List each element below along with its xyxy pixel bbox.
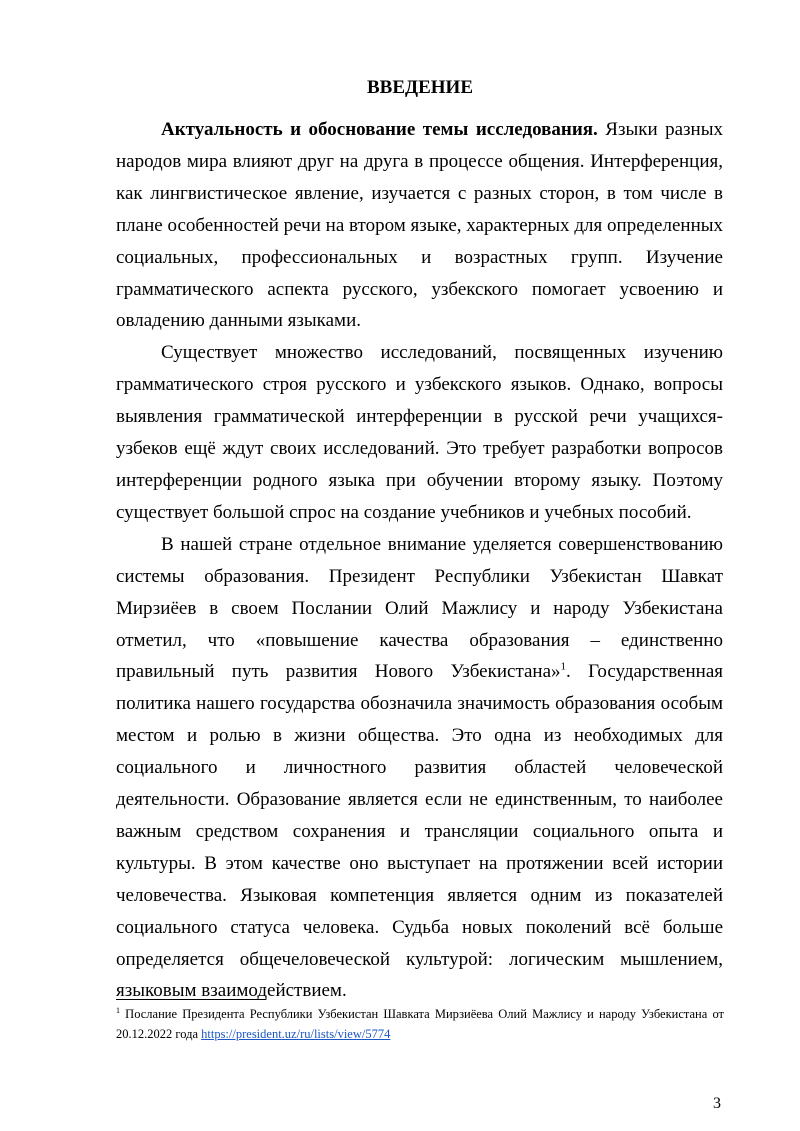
paragraph-education [116,529,723,1008]
footnote-mark: 1 [116,1005,120,1015]
paragraph-text-after-ref: . Государственная политика нашего государства обозначила значимость образования особым местом и ролью в жизни общества. Это одна из необходимых для социального и личностного развития областей человеческой деятельности. Образование является если не единственным, то наиболее важным средством сохранения и трансляции социального опыта и культуры. В этом качестве оно выступает на протяжении всей истории человечества. Языковая компетенция является одним из показателей социального статуса человека. Судьба новых поколений всё больше определяется общечеловеческой культурой: логическим мышлением, языковым взаимодействием. [116,661,723,1002]
paragraph-relevance [116,114,723,337]
section-heading: ВВЕДЕНИЕ [367,77,473,98]
footnote-link[interactable]: https://president.uz/ru/lists/view/5774 [201,1027,391,1041]
footnote-text: Послание Президента Республики Узбекистан Шавката Мирзиёева Олий Мажлису и народу Узбекистана от 20.12.2022 года [116,1007,724,1041]
footnote-separator [116,999,266,1000]
body-text [116,114,723,1007]
paragraph-text-before-ref: В нашей стране отдельное внимание уделяется совершенствованию системы образования. Президент Республики Узбекистан Шавкат Мирзиёев в своем Послании Олий Мажлису и народу Узбекистана отметил, что «повышение качества образования – единственно правильный путь развития Нового Узбекистана» [116,533,723,683]
paragraph-text: Языки разных народов мира влияют друг на друга в процессе общения. Интерференция, как лингвистическое явление, изучается с разных сторон, в том числе в плане особенностей речи на втором языке, характерных для определенных социальных, профессиональных и возрастных групп. Изучение грамматического аспекта русского, узбекского помогает усвоению и овладению данными языками. [116,119,723,332]
page-number: 3 [713,1095,721,1112]
paragraph-research: Существует множество исследований, посвященных изучению грамматического строя русского и узбекского языков. Однако, вопросы выявления грамматической интерференции в русской речи учащихся-узбеков ещё ждут своих исследований. Это требует разработки вопросов интерференции родного языка при обучении второму языку. Поэтому существует большой спрос на создание учебников и учебных пособий. [116,342,723,523]
footnote-reference[interactable]: 1 [560,661,567,674]
footnote [116,1004,724,1044]
paragraph-lead: Актуальность и обоснование темы исследования. [161,119,598,140]
footnote-text-block [116,1004,724,1044]
